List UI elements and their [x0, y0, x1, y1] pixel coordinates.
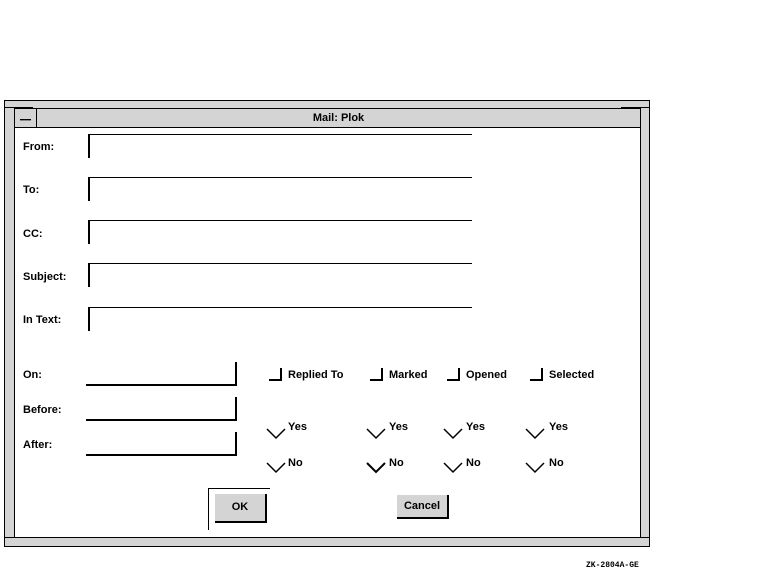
opened-checkbox[interactable]	[447, 368, 460, 381]
opened-label: Opened	[466, 369, 507, 381]
from-label: From:	[23, 141, 55, 153]
diamond-radio-icon	[366, 460, 386, 474]
cancel-button[interactable]: Cancel	[397, 495, 449, 519]
window-title: Mail: Plok	[312, 112, 365, 124]
diamond-radio-icon	[266, 426, 286, 440]
replied-to-checkbox[interactable]	[269, 368, 282, 381]
selected-label: Selected	[549, 369, 595, 381]
in-text-field[interactable]	[88, 307, 472, 331]
in-text-label: In Text:	[23, 314, 62, 326]
before-date-field[interactable]	[86, 397, 237, 421]
window-menu-icon-shadow	[20, 120, 31, 121]
dialog-content	[14, 128, 641, 538]
replied-to-yes-label: Yes	[288, 421, 307, 433]
opened-no-radio[interactable]	[443, 460, 463, 474]
opened-yes-label: Yes	[466, 421, 485, 433]
ok-button[interactable]: OK	[215, 494, 267, 523]
marked-yes-radio[interactable]	[366, 426, 386, 440]
opened-no-label: No	[466, 457, 481, 469]
diamond-radio-icon	[443, 426, 463, 440]
marked-yes-label: Yes	[389, 421, 408, 433]
after-label: After:	[23, 439, 53, 451]
cc-field[interactable]	[88, 220, 472, 244]
to-label: To:	[23, 184, 40, 196]
marked-label: Marked	[389, 369, 428, 381]
diamond-radio-icon	[443, 460, 463, 474]
replied-to-label: Replied To	[288, 369, 344, 381]
opened-yes-radio[interactable]	[443, 426, 463, 440]
replied-to-no-label: No	[288, 457, 303, 469]
marked-no-radio[interactable]	[366, 460, 386, 474]
subject-label: Subject:	[23, 271, 67, 283]
cc-label: CC:	[23, 228, 43, 240]
mail-dialog-window	[4, 100, 650, 547]
selected-no-label: No	[549, 457, 564, 469]
on-label: On:	[23, 369, 42, 381]
replied-to-no-radio[interactable]	[266, 460, 286, 474]
marked-checkbox[interactable]	[370, 368, 383, 381]
selected-checkbox[interactable]	[530, 368, 543, 381]
before-label: Before:	[23, 404, 62, 416]
title-bar[interactable]	[14, 108, 641, 128]
after-date-field[interactable]	[86, 432, 237, 456]
on-date-field[interactable]	[86, 362, 237, 386]
to-field[interactable]	[88, 177, 472, 201]
selected-yes-label: Yes	[549, 421, 568, 433]
selected-yes-radio[interactable]	[525, 426, 545, 440]
marked-no-label: No	[389, 457, 404, 469]
from-field[interactable]	[88, 134, 472, 158]
diamond-radio-icon	[525, 460, 545, 474]
diamond-radio-icon	[525, 426, 545, 440]
diamond-radio-icon	[266, 460, 286, 474]
window-menu-button[interactable]	[15, 109, 37, 127]
replied-to-yes-radio[interactable]	[266, 426, 286, 440]
selected-no-radio[interactable]	[525, 460, 545, 474]
figure-caption: ZK-2804A-GE	[586, 561, 639, 570]
subject-field[interactable]	[88, 263, 472, 287]
diamond-radio-icon	[366, 426, 386, 440]
